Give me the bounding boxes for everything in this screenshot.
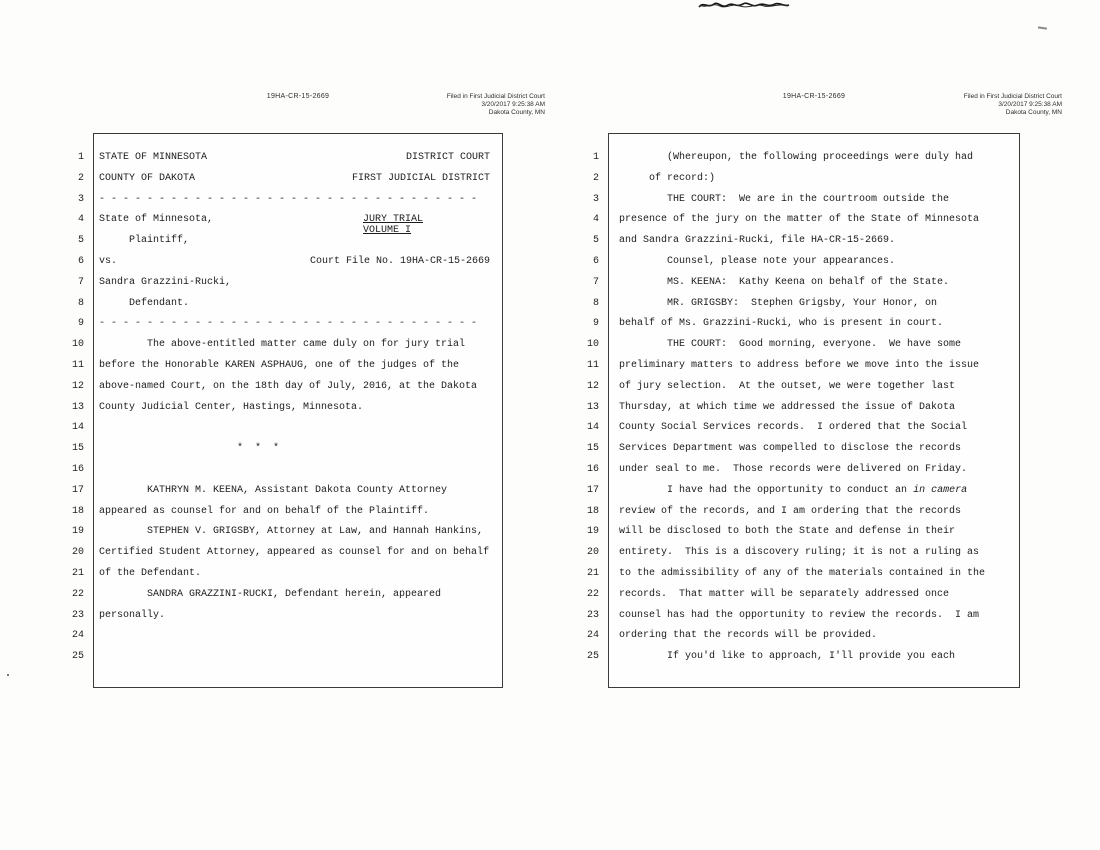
line-number: 20 bbox=[586, 547, 599, 559]
scan-mark-artifact bbox=[1038, 25, 1047, 29]
line-number: 19 bbox=[71, 526, 84, 538]
line-number: 9 bbox=[77, 318, 84, 330]
filing-stamp-line: Filed in First Judicial District Court bbox=[963, 93, 1062, 100]
line-number: 15 bbox=[71, 443, 84, 455]
line-number: 23 bbox=[71, 609, 84, 621]
line-text: Defendant. bbox=[99, 297, 190, 309]
transcript-line bbox=[99, 564, 490, 585]
line-text: - - - - - - - - - - - - - - - - - - - - - - - - - - - - - - - - bbox=[99, 318, 478, 330]
line-text: of record:) bbox=[619, 172, 716, 184]
transcript-line bbox=[99, 294, 490, 315]
line-number: 3 bbox=[77, 193, 84, 205]
transcript-line bbox=[99, 585, 490, 606]
transcript-line bbox=[99, 626, 490, 647]
line-text: of jury selection. At the outset, we were together last bbox=[619, 380, 956, 392]
line-number: 2 bbox=[592, 172, 599, 184]
line-text: Counsel, please note your appearances. bbox=[619, 255, 896, 267]
line-text: Certified Student Attorney, appeared as counsel for and on behalf bbox=[99, 547, 490, 559]
transcript-line bbox=[99, 377, 490, 398]
transcript-line bbox=[99, 418, 490, 439]
transcript-line bbox=[99, 356, 490, 377]
transcript-line bbox=[99, 606, 490, 627]
line-number: 13 bbox=[71, 401, 84, 413]
transcript-line bbox=[99, 273, 490, 294]
line-text: Plaintiff, bbox=[99, 235, 190, 247]
line-number: 10 bbox=[71, 339, 84, 351]
filing-stamp bbox=[300, 93, 545, 117]
line-number: 8 bbox=[592, 297, 599, 309]
line-number: 25 bbox=[71, 651, 84, 663]
transcript-line bbox=[619, 335, 1007, 356]
line-right-text: Court File No. 19HA-CR-15-2669 bbox=[309, 255, 490, 267]
line-number: 17 bbox=[586, 484, 599, 496]
transcript-line bbox=[99, 335, 490, 356]
line-text: counsel has had the opportunity to review the records. I am bbox=[619, 609, 980, 621]
transcript-line bbox=[99, 252, 490, 273]
line-text: before the Honorable KAREN ASPHAUG, one of the judges of the bbox=[99, 359, 460, 371]
line-number: 7 bbox=[77, 276, 84, 288]
line-text: presence of the jury on the matter of the State of Minnesota bbox=[619, 214, 980, 226]
line-text: Thursday, at which time we addressed the issue of Dakota bbox=[619, 401, 956, 413]
page-body bbox=[619, 148, 1007, 668]
transcript-line bbox=[619, 252, 1007, 273]
line-text: Services Department was compelled to disclose the records bbox=[619, 443, 962, 455]
line-number: 24 bbox=[71, 630, 84, 642]
page-border bbox=[93, 133, 503, 688]
transcript-line bbox=[619, 460, 1007, 481]
line-number: 16 bbox=[71, 463, 84, 475]
line-text: County Judicial Center, Hastings, Minnesota. bbox=[99, 401, 364, 413]
line-text: If you'd like to approach, I'll provide you each bbox=[619, 651, 956, 663]
line-number: 8 bbox=[77, 297, 84, 309]
transcript-line bbox=[619, 148, 1007, 169]
transcript-line bbox=[99, 460, 490, 481]
line-text: KATHRYN M. KEENA, Assistant Dakota County Attorney bbox=[99, 484, 448, 496]
case-number: 19HA-CR-15-2669 bbox=[266, 93, 330, 100]
transcript-line bbox=[619, 231, 1007, 252]
line-number: 6 bbox=[592, 255, 599, 267]
line-number: 3 bbox=[592, 193, 599, 205]
line-text: THE COURT: We are in the courtroom outside the bbox=[619, 193, 950, 205]
transcript-line bbox=[619, 647, 1007, 668]
line-number: 24 bbox=[586, 630, 599, 642]
line-number: 14 bbox=[71, 422, 84, 434]
line-number: 4 bbox=[592, 214, 599, 226]
line-text: above-named Court, on the 18th day of July, 2016, at the Dakota bbox=[99, 380, 478, 392]
line-number: 2 bbox=[77, 172, 84, 184]
transcript-line bbox=[99, 314, 490, 335]
line-text: and Sandra Grazzini-Rucki, file HA-CR-15-2669. bbox=[619, 235, 896, 247]
transcript-line bbox=[99, 502, 490, 523]
transcript-line bbox=[99, 148, 490, 169]
line-number: 22 bbox=[586, 588, 599, 600]
line-number: 17 bbox=[71, 484, 84, 496]
line-text: records. That matter will be separately addressed once bbox=[619, 588, 950, 600]
line-number: 12 bbox=[71, 380, 84, 392]
line-text: STEPHEN V. GRIGSBY, Attorney at Law, and Hannah Hankins, bbox=[99, 526, 484, 538]
line-text: ordering that the records will be provided. bbox=[619, 630, 878, 642]
line-text: will be disclosed to both the State and defense in their bbox=[619, 526, 956, 538]
filing-stamp-line: 3/20/2017 9:25:38 AM bbox=[998, 101, 1062, 108]
line-right-text: DISTRICT COURT bbox=[405, 152, 490, 163]
line-number: 18 bbox=[71, 505, 84, 517]
line-number: 12 bbox=[586, 380, 599, 392]
line-text: COUNTY OF DAKOTA bbox=[99, 172, 196, 184]
transcript-line bbox=[99, 231, 490, 252]
transcript-line bbox=[99, 647, 490, 668]
italic-phrase: in camera bbox=[913, 484, 968, 496]
transcript-line bbox=[619, 273, 1007, 294]
line-text: behalf of Ms. Grazzini-Rucki, who is present in court. bbox=[619, 318, 944, 330]
pen-scribble-artifact bbox=[698, 0, 790, 11]
line-text: The above-entitled matter came duly on for jury trial bbox=[99, 339, 466, 351]
line-text: Sandra Grazzini-Rucki, bbox=[99, 276, 232, 288]
transcript-line bbox=[619, 377, 1007, 398]
line-number: 19 bbox=[586, 526, 599, 538]
transcript-line bbox=[99, 190, 490, 211]
line-text: of the Defendant. bbox=[99, 567, 202, 579]
line-text: under seal to me. Those records were delivered on Friday. bbox=[619, 463, 968, 475]
filing-stamp-line: Filed in First Judicial District Court bbox=[446, 93, 545, 100]
line-number: 1 bbox=[77, 152, 84, 163]
line-text: entirety. This is a discovery ruling; it is not a ruling as bbox=[619, 547, 980, 559]
transcript-line bbox=[619, 585, 1007, 606]
line-number: 15 bbox=[586, 443, 599, 455]
transcript-line bbox=[99, 481, 490, 502]
filing-stamp-line: 3/20/2017 9:25:38 AM bbox=[481, 101, 545, 108]
line-text: vs. bbox=[99, 255, 118, 267]
line-number: 9 bbox=[592, 318, 599, 330]
transcript-line bbox=[619, 502, 1007, 523]
line-text: MR. GRIGSBY: Stephen Grigsby, Your Honor, on bbox=[619, 297, 938, 309]
line-text: (Whereupon, the following proceedings were duly had bbox=[619, 152, 974, 163]
line-text: review of the records, and I am ordering that the records bbox=[619, 505, 962, 517]
filing-stamp-line: Dakota County, MN bbox=[488, 109, 545, 116]
line-number: 16 bbox=[586, 463, 599, 475]
line-number: 7 bbox=[592, 276, 599, 288]
line-text: to the admissibility of any of the materials contained in the bbox=[619, 567, 986, 579]
line-number: 5 bbox=[592, 235, 599, 247]
page-border bbox=[608, 133, 1020, 688]
transcript-line bbox=[99, 543, 490, 564]
line-number: 11 bbox=[586, 359, 599, 371]
line-text: THE COURT: Good morning, everyone. We have some bbox=[619, 339, 962, 351]
transcript-line bbox=[619, 564, 1007, 585]
transcript-line bbox=[619, 522, 1007, 543]
transcript-line bbox=[99, 210, 490, 236]
line-number: 25 bbox=[586, 651, 599, 663]
filing-stamp bbox=[818, 93, 1062, 117]
line-number: 5 bbox=[77, 235, 84, 247]
line-text: preliminary matters to address before we move into the issue bbox=[619, 359, 980, 371]
line-text: personally. bbox=[99, 609, 166, 621]
transcript-line bbox=[619, 356, 1007, 377]
transcript-line bbox=[99, 522, 490, 543]
transcript-line bbox=[619, 314, 1007, 335]
line-number: 4 bbox=[77, 214, 84, 226]
line-text: appeared as counsel for and on behalf of the Plaintiff. bbox=[99, 505, 430, 517]
line-text: * * * bbox=[99, 443, 280, 455]
transcript-line bbox=[619, 543, 1007, 564]
line-number: 10 bbox=[586, 339, 599, 351]
line-number: 23 bbox=[586, 609, 599, 621]
transcript-line bbox=[619, 481, 1007, 502]
transcript-line bbox=[99, 169, 490, 190]
line-number: 11 bbox=[71, 359, 84, 371]
line-number: 6 bbox=[77, 255, 84, 267]
transcript-line bbox=[619, 418, 1007, 439]
transcript-line bbox=[99, 398, 490, 419]
line-number: 22 bbox=[71, 588, 84, 600]
caption-title-line: VOLUME I bbox=[363, 224, 412, 236]
transcript-line bbox=[619, 169, 1007, 190]
page-body bbox=[99, 148, 490, 668]
line-text: I have had the opportunity to conduct an bbox=[619, 484, 914, 496]
scan-dot-artifact bbox=[7, 674, 9, 676]
line-text: MS. KEENA: Kathy Keena on behalf of the State. bbox=[619, 276, 950, 288]
transcript-line bbox=[619, 190, 1007, 211]
line-number: 14 bbox=[586, 422, 599, 434]
line-text: SANDRA GRAZZINI-RUCKI, Defendant herein, appeared bbox=[99, 588, 442, 600]
transcript-line bbox=[619, 294, 1007, 315]
line-number-column bbox=[573, 148, 599, 668]
line-text: State of Minnesota, bbox=[99, 214, 214, 226]
line-number: 18 bbox=[586, 505, 599, 517]
line-number-column bbox=[58, 148, 84, 668]
transcript-line bbox=[619, 439, 1007, 460]
transcript-line bbox=[99, 439, 490, 460]
line-text: STATE OF MINNESOTA bbox=[99, 152, 208, 163]
case-number: 19HA-CR-15-2669 bbox=[782, 93, 846, 100]
transcript-line bbox=[619, 210, 1007, 231]
line-number: 21 bbox=[586, 567, 599, 579]
line-text: County Social Services records. I ordered that the Social bbox=[619, 422, 968, 434]
line-number: 1 bbox=[592, 152, 599, 163]
filing-stamp-line: Dakota County, MN bbox=[1005, 109, 1062, 116]
line-number: 13 bbox=[586, 401, 599, 413]
caption-title-line: JURY TRIAL bbox=[363, 214, 424, 226]
transcript-line bbox=[619, 626, 1007, 647]
line-number: 21 bbox=[71, 567, 84, 579]
transcript-line bbox=[619, 398, 1007, 419]
transcript-line bbox=[619, 606, 1007, 627]
line-text: - - - - - - - - - - - - - - - - - - - - - - - - - - - - - - - - bbox=[99, 193, 478, 205]
line-number: 20 bbox=[71, 547, 84, 559]
line-right-text: FIRST JUDICIAL DISTRICT bbox=[351, 172, 490, 184]
